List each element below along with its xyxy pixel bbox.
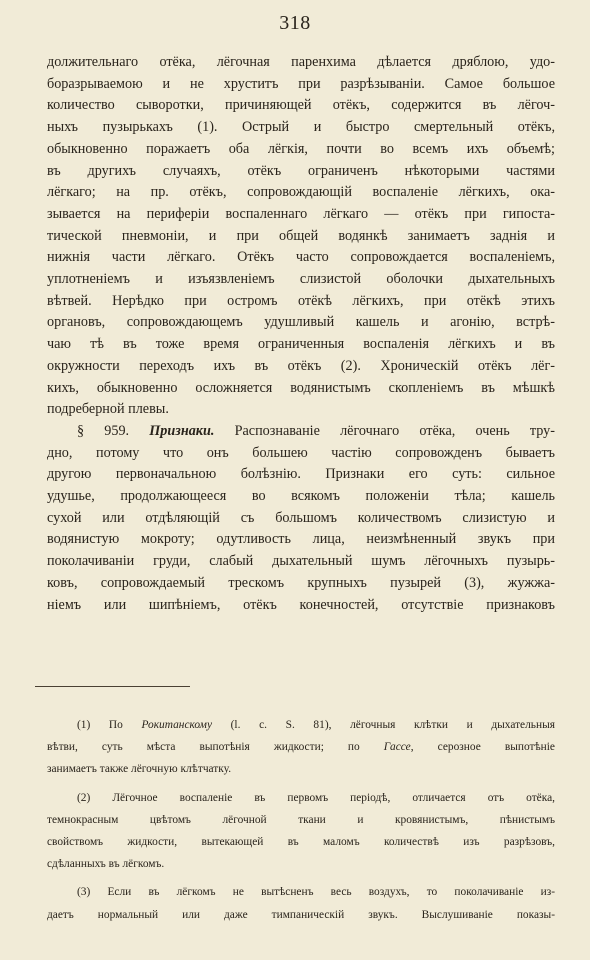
footnote-author: Рокитанскому — [141, 719, 212, 731]
footnote-divider — [35, 686, 190, 687]
footnote-text: вѣтви, суть мѣста выпотѣнія жидкости; по — [47, 741, 360, 754]
body-line: въ другихъ случаяхъ, отёкъ ограниченъ нѣкоторыми частями — [47, 162, 555, 179]
body-line: подреберной плевы. — [47, 401, 169, 418]
main-text — [47, 52, 555, 616]
footnote-author: Гассе — [383, 741, 411, 754]
body-line: лёгкаго; на пр. отёкъ, сопровождающій воспаленіе лёгкихъ, ока- — [47, 184, 555, 201]
body-line: вѣтвей. Нерѣдко при остромъ отёкѣ лёгкихъ, при отёкѣ этихъ — [47, 292, 555, 309]
body-line: чаю тѣ въ тоже время ограниченныя воспаленія лёгкихъ и въ — [47, 336, 555, 353]
section-first-line — [47, 421, 555, 443]
body-line: количество сыворотки, причиняющей отёкъ, содержится въ лёгоч- — [47, 97, 555, 114]
footnote-text: (l. c. S. 81), лёгочныя клѣтки и дыхательныя — [230, 719, 555, 731]
section-line: водянистую мокроту; одутливость лица, неизмѣненный звукъ при — [47, 531, 555, 548]
footnote-2-line: свойствомъ жидкости, вытекающей въ маломъ количествѣ изъ разрѣзовъ, — [47, 836, 555, 849]
footnote-3-line: (3) Если въ лёгкомъ не вытѣсненъ весь воздухъ, то поколачиваніе из- — [77, 886, 555, 899]
body-line: ныхъ пузырькахъ (1). Острый и быстро смертельный отёкъ, — [47, 119, 555, 136]
body-line: тической пневмоніи, и при общей водянкѣ занимаетъ заднія и — [47, 227, 555, 244]
footnote-2-line: (2) Лёгочное воспаленіе въ первомъ періодѣ, отличается отъ отёка, — [77, 791, 555, 804]
section-number: § 959. — [77, 422, 130, 439]
footnotes — [47, 714, 555, 926]
footnote-2-line: темнокрасным цвѣтомъ лёгочной ткани и кровянистымъ, пѣнистымъ — [47, 813, 555, 826]
section-line: другою первоначальною болѣзнію. Признаки его суть: сильное — [47, 466, 555, 483]
footnote-2-line: сдѣланныхъ въ лёгкомъ. — [47, 858, 165, 871]
section-line: дно, потому что онъ большею частію сопровожденъ бываетъ — [47, 444, 555, 461]
section-line: поколачиваніи груди, слабый дыхательный шумъ лёгочныхъ пузырь- — [47, 553, 555, 570]
body-line: зывается на периферіи воспаленнаго лёгкаго — отёкъ при гипоста- — [47, 205, 555, 222]
body-line: боразрываемою и не хруститъ при разрѣзываніи. Самое большое — [47, 75, 555, 92]
section-line: сухой или отдѣляющій съ большомъ количествомъ слизистую и — [47, 509, 555, 526]
body-line: должительнаго отёка, лёгочная паренхима дѣлается дряблою, удо- — [47, 54, 555, 70]
page-number: 318 — [279, 12, 311, 34]
footnote-1-line — [47, 714, 555, 736]
body-line: уплотненіемъ и изъязвленіемъ слизистой оболочки дыхательныхъ — [47, 271, 555, 288]
section-first-line-text: Распознаваніе лёгочнаго отёка, очень тру- — [234, 422, 555, 439]
body-line: окружности переходъ ихъ въ отёкъ (2). Хроническій отёкъ лёг- — [47, 357, 555, 374]
body-line: кихъ, обыкновенно осложняется водянистымъ скопленіемъ въ мѣшкѣ — [47, 379, 555, 396]
body-line: органовъ, сопровождающемъ удушливый кашель и агонію, встрѣ- — [47, 314, 555, 331]
footnote-3-line: даетъ нормальный или даже тимпаническій звукъ. Выслушиваніе показы- — [47, 908, 555, 921]
section-line: ковъ, сопровождаемый трескомъ крупныхъ пузырей (3), жужжа- — [47, 574, 555, 591]
footnote-text: , серозное выпотѣніе — [410, 741, 555, 754]
section-line: удушье, продолжающееся во всякомъ положеніи тѣла; кашель — [47, 488, 555, 505]
section-line: ніемъ или шипѣніемъ, отёкъ конечностей, отсутствіе признаковъ — [47, 596, 555, 613]
body-line: нижнія части лёгкаго. Отёкъ часто сопровождается воспаленіемъ, — [47, 249, 555, 266]
footnote-1-line — [47, 736, 555, 758]
section-heading: Признаки. — [149, 422, 215, 439]
footnote-1-line: занимаетъ также лёгочную клѣтчатку. — [47, 763, 232, 776]
footnote-1-marker: (1) По — [77, 719, 123, 731]
body-line: обыкновенно поражаетъ оба лёгкія, почти во всемъ ихъ объемѣ; — [47, 140, 555, 157]
